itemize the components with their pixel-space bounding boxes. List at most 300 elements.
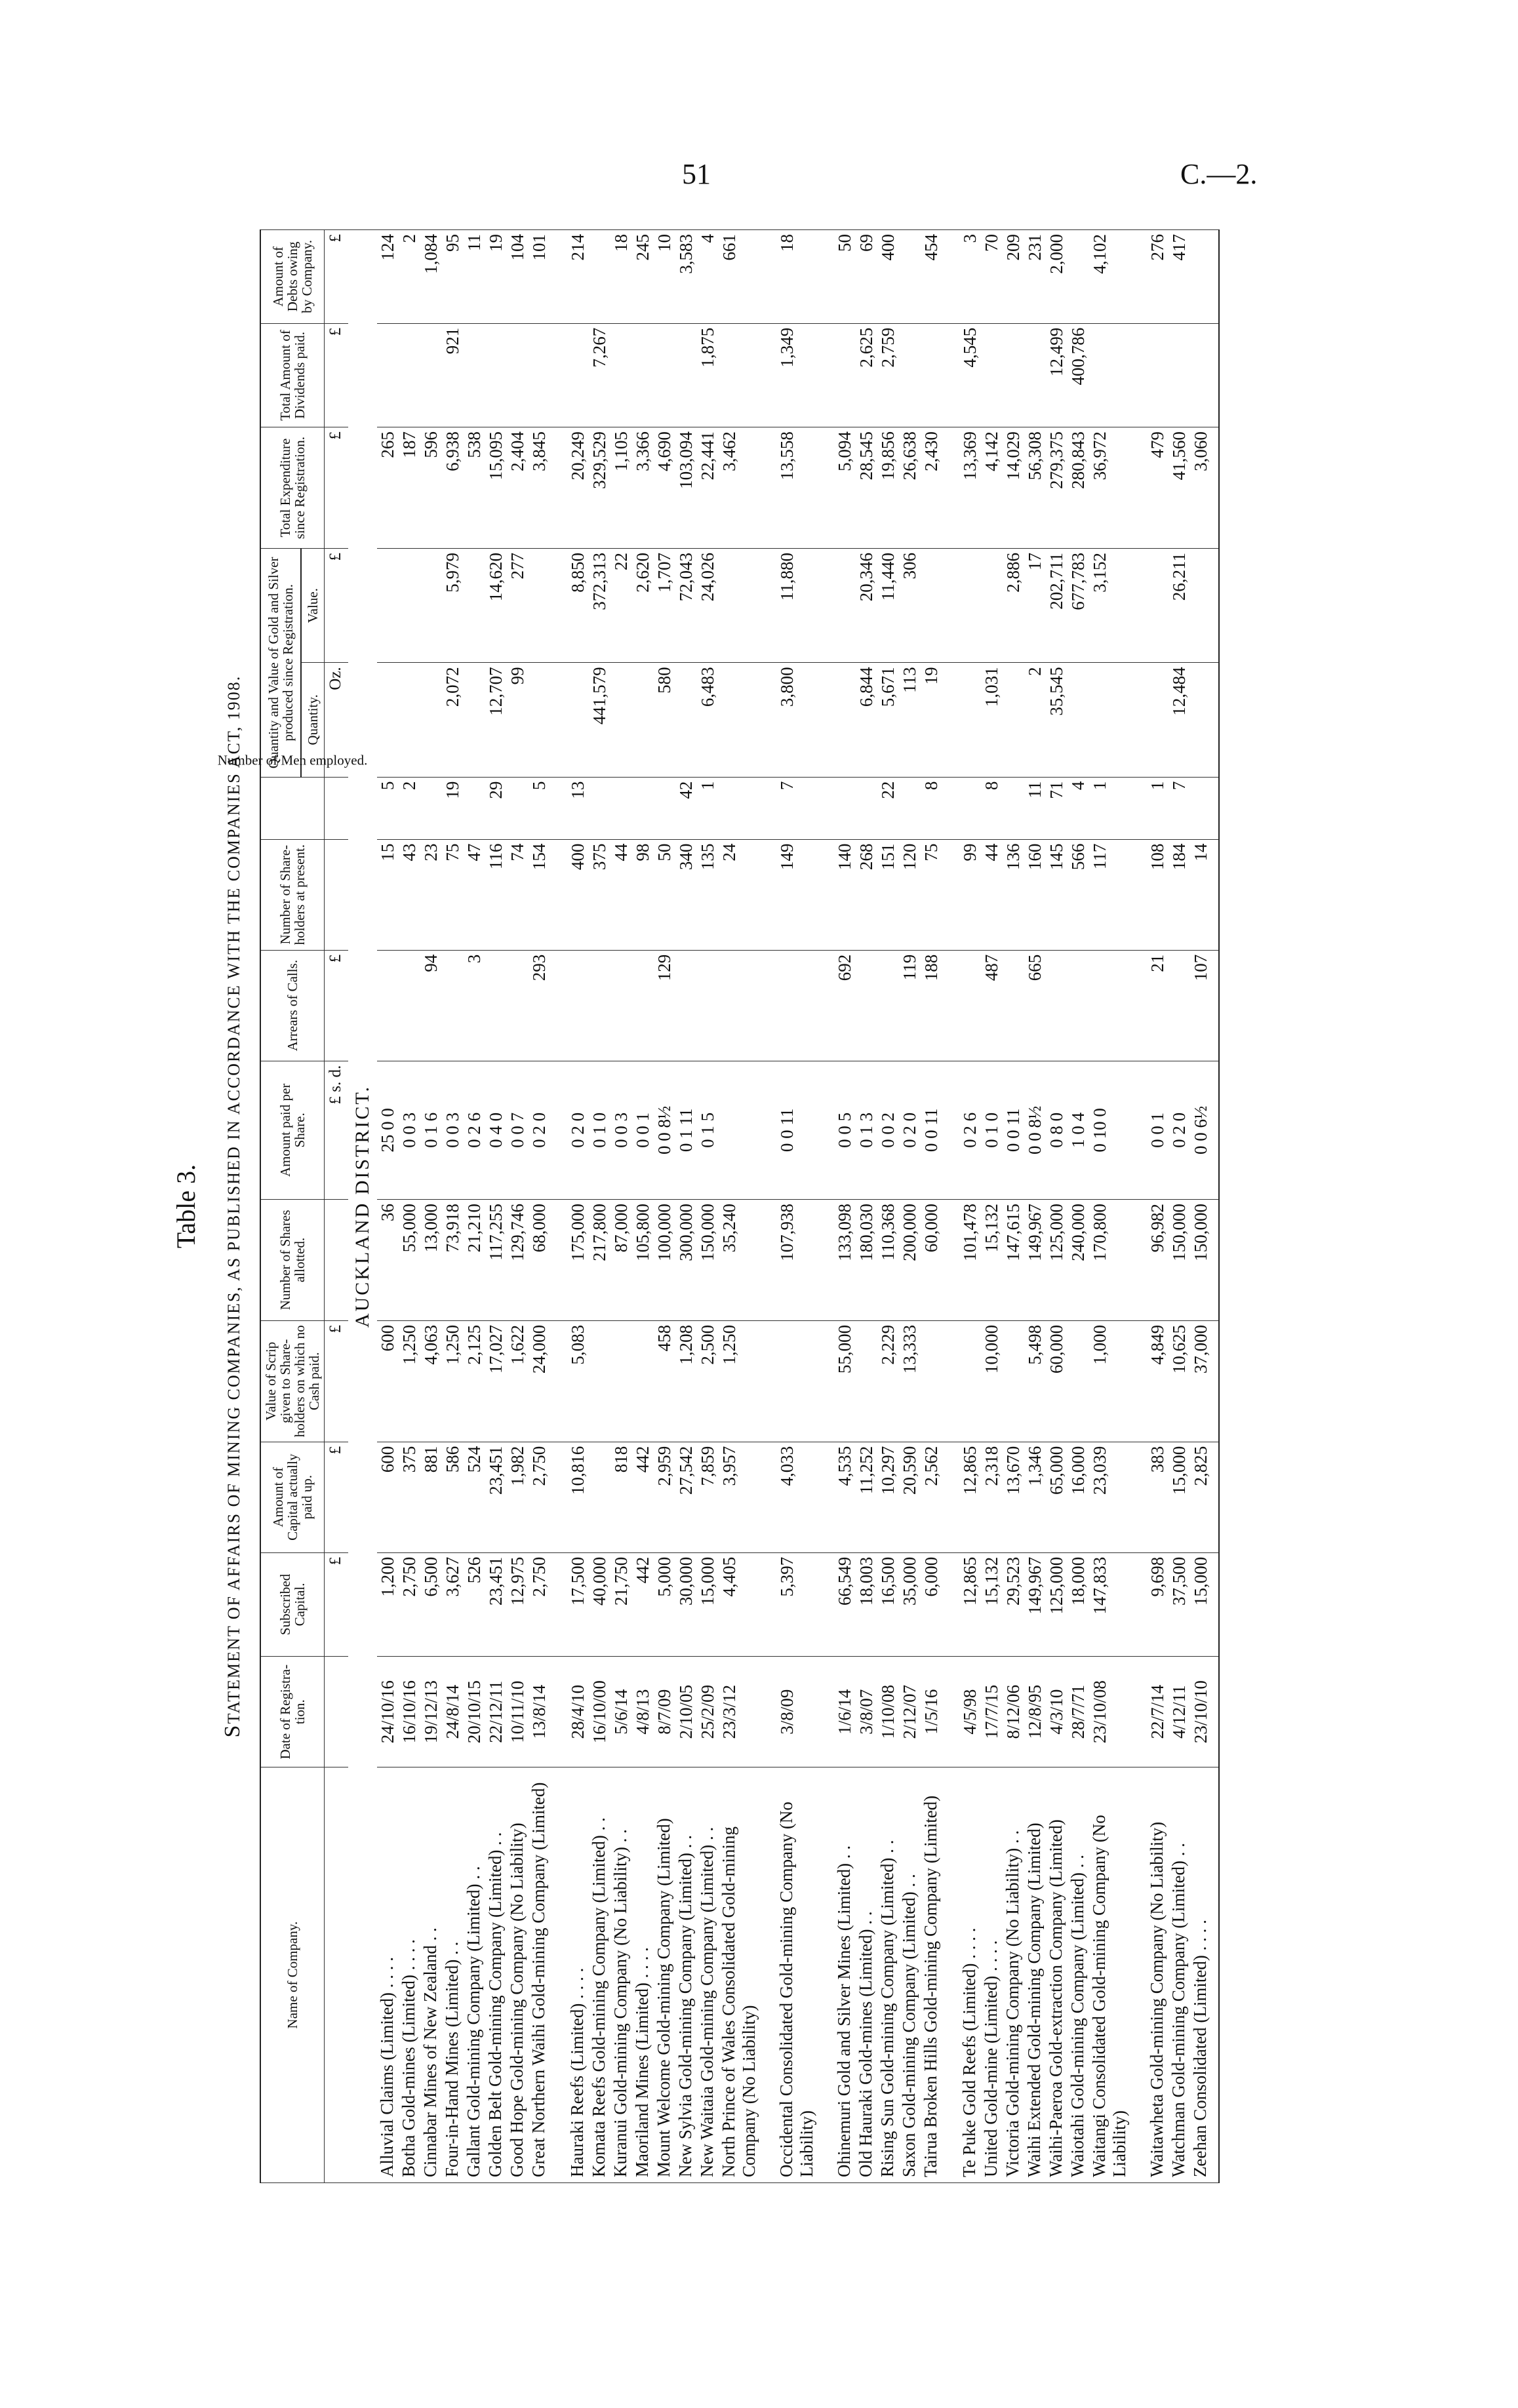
men-employed: 8 bbox=[921, 777, 942, 839]
debts-owing: 1,084 bbox=[420, 230, 442, 324]
company-name: Old Hauraki Gold-mines (Limited) . . bbox=[856, 1767, 877, 2183]
table-row bbox=[1046, 230, 1068, 2183]
shares-allotted: 300,000 bbox=[675, 1199, 697, 1320]
total-expenditure: 28,545 bbox=[856, 427, 877, 549]
table-row bbox=[1024, 230, 1046, 2183]
table-row bbox=[877, 230, 899, 2183]
amount-per-share: 0 0 8½ bbox=[1024, 1061, 1046, 1199]
column-header bbox=[217, 752, 368, 839]
amount-per-share: 0 0 11 bbox=[921, 1061, 942, 1199]
spacer-cell bbox=[942, 777, 959, 839]
scrip-value: 17,027 bbox=[485, 1320, 507, 1442]
subscribed-capital: 5,397 bbox=[776, 1552, 817, 1656]
unit-label: £ bbox=[325, 1442, 349, 1552]
scrip-value: 37,000 bbox=[1190, 1320, 1212, 1442]
scrip-value: 60,000 bbox=[1046, 1320, 1068, 1442]
company-name: New Waitaia Gold-mining Company (Limited) . . bbox=[697, 1767, 719, 2183]
amount-per-share: 0 0 7 bbox=[507, 1061, 529, 1199]
total-expenditure: 41,560 bbox=[1168, 427, 1190, 549]
amount-per-share: 0 1 11 bbox=[675, 1061, 697, 1199]
amount-per-share: 0 4 0 bbox=[485, 1061, 507, 1199]
gold-silver-quantity: 5,671 bbox=[877, 663, 899, 777]
spacer-cell bbox=[1212, 950, 1219, 1061]
table-row bbox=[442, 230, 464, 2183]
shares-allotted: 133,098 bbox=[834, 1199, 856, 1320]
registration-date: 23/10/08 bbox=[1089, 1657, 1130, 1767]
gold-silver-value bbox=[377, 549, 399, 663]
amount-per-share: 0 0 1 bbox=[632, 1061, 654, 1199]
shares-allotted: 125,000 bbox=[1046, 1199, 1068, 1320]
registration-date: 3/8/07 bbox=[856, 1657, 877, 1767]
column-header: Total Amount of Dividends paid. bbox=[260, 323, 325, 427]
arrears-of-calls: 487 bbox=[981, 950, 1003, 1061]
amount-per-share: 0 1 5 bbox=[697, 1061, 719, 1199]
scrip-value: 2,229 bbox=[877, 1320, 899, 1442]
registration-date: 10/11/10 bbox=[507, 1657, 529, 1767]
company-name: Te Puke Gold Reefs (Limited) . . . . bbox=[959, 1767, 981, 2183]
scrip-value bbox=[1003, 1320, 1024, 1442]
capital-paid-up: 818 bbox=[610, 1442, 632, 1552]
table-row bbox=[464, 230, 485, 2183]
dividends-paid bbox=[420, 323, 442, 427]
company-name: Occidental Consolidated Gold-mining Company (No Liability) bbox=[776, 1767, 817, 2183]
registration-date: 22/12/11 bbox=[485, 1657, 507, 1767]
capital-paid-up: 12,865 bbox=[959, 1442, 981, 1552]
arrears-of-calls: 3 bbox=[464, 950, 485, 1061]
registration-date: 4/8/13 bbox=[632, 1657, 654, 1767]
registration-date: 24/10/16 bbox=[377, 1657, 399, 1767]
registration-date: 24/8/14 bbox=[442, 1657, 464, 1767]
dividends-paid bbox=[1089, 323, 1130, 427]
men-employed bbox=[589, 777, 610, 839]
subscribed-capital: 12,865 bbox=[959, 1552, 981, 1656]
gold-silver-value bbox=[1190, 549, 1212, 663]
debts-owing: 417 bbox=[1168, 230, 1190, 324]
dividends-paid: 400,786 bbox=[1068, 323, 1089, 427]
spacer-cell bbox=[817, 230, 834, 324]
scrip-value bbox=[776, 1320, 817, 1442]
scrip-value: 13,333 bbox=[899, 1320, 921, 1442]
spacer-cell bbox=[759, 839, 776, 950]
scrip-value: 10,000 bbox=[981, 1320, 1003, 1442]
spacer-cell bbox=[817, 1061, 834, 1199]
spacer-cell bbox=[1130, 323, 1147, 427]
gold-silver-quantity: 6,844 bbox=[856, 663, 877, 777]
capital-paid-up: 2,750 bbox=[529, 1442, 550, 1552]
company-name: Alluvial Claims (Limited) . . . . bbox=[377, 1767, 399, 2183]
amount-per-share: 0 0 8½ bbox=[654, 1061, 675, 1199]
debts-owing: 245 bbox=[632, 230, 654, 324]
total-expenditure: 13,558 bbox=[776, 427, 817, 549]
shareholder-count: 149 bbox=[776, 839, 817, 950]
spacer-cell bbox=[942, 1552, 959, 1656]
units-row bbox=[325, 230, 349, 2183]
shareholder-count: 98 bbox=[632, 839, 654, 950]
spacer-cell bbox=[1130, 427, 1147, 549]
scrip-value bbox=[1068, 1320, 1089, 1442]
gold-silver-value: 372,313 bbox=[589, 549, 610, 663]
table-row bbox=[420, 230, 442, 2183]
subscribed-capital: 147,833 bbox=[1089, 1552, 1130, 1656]
spacer-cell bbox=[942, 1199, 959, 1320]
shares-allotted: 55,000 bbox=[399, 1199, 420, 1320]
registration-date: 1/6/14 bbox=[834, 1657, 856, 1767]
gold-silver-quantity bbox=[567, 663, 589, 777]
spacer-cell bbox=[1212, 1199, 1219, 1320]
debts-owing: 18 bbox=[610, 230, 632, 324]
subscribed-capital: 149,967 bbox=[1024, 1552, 1046, 1656]
arrears-of-calls bbox=[959, 950, 981, 1061]
debts-owing bbox=[899, 230, 921, 324]
debts-owing: 10 bbox=[654, 230, 675, 324]
scrip-value: 1,622 bbox=[507, 1320, 529, 1442]
scrip-value: 4,849 bbox=[1147, 1320, 1168, 1442]
arrears-of-calls bbox=[1068, 950, 1089, 1061]
men-employed bbox=[507, 777, 529, 839]
registration-date: 1/10/08 bbox=[877, 1657, 899, 1767]
shares-allotted: 87,000 bbox=[610, 1199, 632, 1320]
arrears-of-calls: 665 bbox=[1024, 950, 1046, 1061]
capital-paid-up: 15,000 bbox=[1168, 1442, 1190, 1552]
column-header: Arrears of Calls. bbox=[260, 950, 325, 1061]
capital-paid-up: 13,670 bbox=[1003, 1442, 1024, 1552]
debts-owing: 4,102 bbox=[1089, 230, 1130, 324]
men-employed: 8 bbox=[981, 777, 1003, 839]
capital-paid-up: 442 bbox=[632, 1442, 654, 1552]
shares-allotted: 21,210 bbox=[464, 1199, 485, 1320]
men-employed: 71 bbox=[1046, 777, 1068, 839]
debts-owing: 3,583 bbox=[675, 230, 697, 324]
amount-per-share: 0 2 0 bbox=[529, 1061, 550, 1199]
debts-owing: 2 bbox=[399, 230, 420, 324]
shares-allotted: 150,000 bbox=[1168, 1199, 1190, 1320]
dividends-paid bbox=[610, 323, 632, 427]
men-employed bbox=[464, 777, 485, 839]
spacer-cell bbox=[1130, 1061, 1147, 1199]
column-header: Total Expenditure since Registration. bbox=[260, 427, 325, 549]
total-expenditure: 3,462 bbox=[719, 427, 759, 549]
gold-silver-value bbox=[399, 549, 420, 663]
men-employed bbox=[719, 777, 759, 839]
total-expenditure: 26,638 bbox=[899, 427, 921, 549]
unit-label: £ bbox=[325, 323, 349, 427]
amount-per-share: 0 0 2 bbox=[877, 1061, 899, 1199]
spacer-cell bbox=[1212, 549, 1219, 663]
arrears-of-calls bbox=[610, 950, 632, 1061]
unit-label bbox=[325, 839, 349, 950]
total-expenditure: 56,308 bbox=[1024, 427, 1046, 549]
registration-date: 25/2/09 bbox=[697, 1657, 719, 1767]
dividends-paid bbox=[675, 323, 697, 427]
subscribed-capital: 15,132 bbox=[981, 1552, 1003, 1656]
spacer-cell bbox=[1212, 1767, 1219, 2183]
men-employed bbox=[1190, 777, 1212, 839]
gold-silver-quantity bbox=[399, 663, 420, 777]
men-employed: 5 bbox=[529, 777, 550, 839]
statement-title bbox=[220, 229, 260, 2183]
table-row bbox=[856, 230, 877, 2183]
dividends-paid bbox=[899, 323, 921, 427]
spacer-cell bbox=[759, 1767, 776, 2183]
shares-allotted: 240,000 bbox=[1068, 1199, 1089, 1320]
amount-per-share: 0 1 3 bbox=[856, 1061, 877, 1199]
gold-silver-value bbox=[719, 549, 759, 663]
capital-paid-up: 65,000 bbox=[1046, 1442, 1068, 1552]
dividends-paid: 2,625 bbox=[856, 323, 877, 427]
spacer-cell bbox=[550, 839, 567, 950]
shares-allotted: 68,000 bbox=[529, 1199, 550, 1320]
gold-silver-value: 2,620 bbox=[632, 549, 654, 663]
column-header-text: Number of Men employed. bbox=[217, 752, 368, 768]
company-name: Hauraki Reefs (Limited) . . . . bbox=[567, 1767, 589, 2183]
debts-owing: 18 bbox=[776, 230, 817, 324]
dividends-paid: 921 bbox=[442, 323, 464, 427]
gold-silver-value bbox=[834, 549, 856, 663]
gold-silver-quantity: 12,484 bbox=[1168, 663, 1190, 777]
scrip-value: 1,208 bbox=[675, 1320, 697, 1442]
spacer-cell bbox=[1130, 777, 1147, 839]
subscribed-capital: 125,000 bbox=[1046, 1552, 1068, 1656]
registration-date: 23/10/10 bbox=[1190, 1657, 1212, 1767]
gold-silver-value: 202,711 bbox=[1046, 549, 1068, 663]
shareholder-count: 44 bbox=[610, 839, 632, 950]
column-header: Value of Scrip given to Share-holders on which no Cash paid. bbox=[260, 1320, 325, 1442]
subscribed-capital: 3,627 bbox=[442, 1552, 464, 1656]
subscribed-capital: 30,000 bbox=[675, 1552, 697, 1656]
registration-date: 8/7/09 bbox=[654, 1657, 675, 1767]
arrears-of-calls: 119 bbox=[899, 950, 921, 1061]
unit-label bbox=[325, 1767, 349, 2183]
company-name: Botha Gold-mines (Limited) . . . . bbox=[399, 1767, 420, 2183]
gold-silver-quantity bbox=[675, 663, 697, 777]
spacer-cell bbox=[550, 1657, 567, 1767]
shares-allotted: 35,240 bbox=[719, 1199, 759, 1320]
gold-silver-value bbox=[921, 549, 942, 663]
registration-date: 23/3/12 bbox=[719, 1657, 759, 1767]
shareholder-count: 184 bbox=[1168, 839, 1190, 950]
dividends-paid bbox=[377, 323, 399, 427]
scrip-value: 1,250 bbox=[442, 1320, 464, 1442]
subscribed-capital: 4,405 bbox=[719, 1552, 759, 1656]
document-reference: C.—2. bbox=[1180, 158, 1258, 190]
spacer-cell bbox=[817, 1657, 834, 1767]
scrip-value bbox=[959, 1320, 981, 1442]
arrears-of-calls bbox=[1003, 950, 1024, 1061]
registration-date: 16/10/16 bbox=[399, 1657, 420, 1767]
company-name: Waiotahi Gold-mining Company (Limited) . . bbox=[1068, 1767, 1089, 2183]
table-row bbox=[610, 230, 632, 2183]
table-row bbox=[834, 230, 856, 2183]
table-row bbox=[1003, 230, 1024, 2183]
capital-paid-up: 383 bbox=[1147, 1442, 1168, 1552]
total-expenditure: 279,375 bbox=[1046, 427, 1068, 549]
capital-paid-up: 20,590 bbox=[899, 1442, 921, 1552]
scrip-value: 55,000 bbox=[834, 1320, 856, 1442]
total-expenditure: 280,843 bbox=[1068, 427, 1089, 549]
spacer-cell bbox=[817, 323, 834, 427]
total-expenditure: 22,441 bbox=[697, 427, 719, 549]
total-expenditure: 20,249 bbox=[567, 427, 589, 549]
dividends-paid bbox=[464, 323, 485, 427]
company-name: Komata Reefs Gold-mining Company (Limited) . . bbox=[589, 1767, 610, 2183]
company-name: United Gold-mine (Limited) . . . . bbox=[981, 1767, 1003, 2183]
table-row bbox=[529, 230, 550, 2183]
subscribed-capital: 526 bbox=[464, 1552, 485, 1656]
arrears-of-calls bbox=[485, 950, 507, 1061]
spacer-cell bbox=[942, 549, 959, 663]
spacer-cell bbox=[817, 663, 834, 777]
total-expenditure: 2,404 bbox=[507, 427, 529, 549]
debts-owing: 104 bbox=[507, 230, 529, 324]
spacer-cell bbox=[550, 1767, 567, 2183]
amount-per-share: 0 0 5 bbox=[834, 1061, 856, 1199]
table-row bbox=[567, 230, 589, 2183]
shares-allotted: 13,000 bbox=[420, 1199, 442, 1320]
shares-allotted: 170,800 bbox=[1089, 1199, 1130, 1320]
dividends-paid: 1,349 bbox=[776, 323, 817, 427]
dividends-paid bbox=[485, 323, 507, 427]
capital-paid-up: 375 bbox=[399, 1442, 420, 1552]
spacer-cell bbox=[817, 777, 834, 839]
shares-allotted: 107,938 bbox=[776, 1199, 817, 1320]
spacer-cell bbox=[1212, 1320, 1219, 1442]
men-employed: 1 bbox=[697, 777, 719, 839]
spacer-cell bbox=[942, 950, 959, 1061]
gold-silver-value: 24,026 bbox=[697, 549, 719, 663]
arrears-of-calls: 21 bbox=[1147, 950, 1168, 1061]
registration-date: 17/7/15 bbox=[981, 1657, 1003, 1767]
gold-silver-value bbox=[529, 549, 550, 663]
total-expenditure: 6,938 bbox=[442, 427, 464, 549]
debts-owing: 19 bbox=[485, 230, 507, 324]
spacer-cell bbox=[759, 1320, 776, 1442]
registration-date: 4/12/11 bbox=[1168, 1657, 1190, 1767]
gold-silver-quantity bbox=[834, 663, 856, 777]
shares-allotted: 36 bbox=[377, 1199, 399, 1320]
column-header: Name of Company. bbox=[260, 1767, 325, 2183]
total-expenditure: 538 bbox=[464, 427, 485, 549]
spacer-cell bbox=[759, 663, 776, 777]
company-name: Waitangi Consolidated Gold-mining Company (No Liability) bbox=[1089, 1767, 1130, 2183]
dividends-paid bbox=[1190, 323, 1212, 427]
debts-owing: 276 bbox=[1147, 230, 1168, 324]
amount-per-share: 0 2 0 bbox=[1168, 1061, 1190, 1199]
capital-paid-up: 524 bbox=[464, 1442, 485, 1552]
amount-per-share: 0 10 0 bbox=[1089, 1061, 1130, 1199]
total-expenditure: 479 bbox=[1147, 427, 1168, 549]
shares-allotted: 200,000 bbox=[899, 1199, 921, 1320]
dividends-paid bbox=[1147, 323, 1168, 427]
men-employed: 42 bbox=[675, 777, 697, 839]
gold-silver-value: 26,211 bbox=[1168, 549, 1190, 663]
shareholder-count: 145 bbox=[1046, 839, 1068, 950]
scrip-value: 1,000 bbox=[1089, 1320, 1130, 1442]
arrears-of-calls bbox=[719, 950, 759, 1061]
total-expenditure: 1,105 bbox=[610, 427, 632, 549]
gold-silver-quantity bbox=[420, 663, 442, 777]
spacer-cell bbox=[817, 950, 834, 1061]
spacer-cell bbox=[550, 1320, 567, 1442]
column-header: Subscribed Capital. bbox=[260, 1552, 325, 1656]
gold-silver-quantity bbox=[1068, 663, 1089, 777]
shares-allotted: 217,800 bbox=[589, 1199, 610, 1320]
spacer-cell bbox=[1212, 1061, 1219, 1199]
spacer-cell bbox=[942, 1767, 959, 2183]
spacer-cell bbox=[759, 1061, 776, 1199]
company-name: Waitawheta Gold-mining Company (No Liability) bbox=[1147, 1767, 1168, 2183]
subscribed-capital: 9,698 bbox=[1147, 1552, 1168, 1656]
gold-silver-quantity: 441,579 bbox=[589, 663, 610, 777]
shareholder-count: 375 bbox=[589, 839, 610, 950]
capital-paid-up: 23,039 bbox=[1089, 1442, 1130, 1552]
table-label: Table 3. bbox=[171, 1164, 201, 1249]
men-employed: 4 bbox=[1068, 777, 1089, 839]
registration-date: 28/4/10 bbox=[567, 1657, 589, 1767]
spacer-cell bbox=[550, 323, 567, 427]
capital-paid-up: 27,542 bbox=[675, 1442, 697, 1552]
amount-per-share: 0 1 6 bbox=[420, 1061, 442, 1199]
group-spacer bbox=[942, 230, 959, 2183]
arrears-of-calls bbox=[697, 950, 719, 1061]
total-expenditure: 15,095 bbox=[485, 427, 507, 549]
shareholder-count: 117 bbox=[1089, 839, 1130, 950]
company-name: Good Hope Gold-mining Company (No Liability) bbox=[507, 1767, 529, 2183]
dividends-paid: 4,545 bbox=[959, 323, 981, 427]
spacer-cell bbox=[759, 323, 776, 427]
men-employed: 1 bbox=[1147, 777, 1168, 839]
gold-silver-value: 5,979 bbox=[442, 549, 464, 663]
spacer-cell bbox=[759, 777, 776, 839]
shareholder-count: 74 bbox=[507, 839, 529, 950]
scrip-value: 24,000 bbox=[529, 1320, 550, 1442]
dividends-paid bbox=[981, 323, 1003, 427]
spacer-cell bbox=[1130, 839, 1147, 950]
subscribed-capital: 2,750 bbox=[529, 1552, 550, 1656]
unit-label bbox=[325, 777, 349, 839]
gold-silver-quantity: 3,800 bbox=[776, 663, 817, 777]
total-expenditure: 4,690 bbox=[654, 427, 675, 549]
spacer-cell bbox=[1130, 230, 1147, 324]
spacer-cell bbox=[1130, 1767, 1147, 2183]
scrip-value bbox=[610, 1320, 632, 1442]
shareholder-count: 154 bbox=[529, 839, 550, 950]
capital-paid-up: 4,033 bbox=[776, 1442, 817, 1552]
company-name: Saxon Gold-mining Company (Limited) . . bbox=[899, 1767, 921, 2183]
shares-allotted: 149,967 bbox=[1024, 1199, 1046, 1320]
rotated-table-page bbox=[170, 229, 1338, 2183]
shareholder-count: 50 bbox=[654, 839, 675, 950]
spacer-cell bbox=[942, 323, 959, 427]
arrears-of-calls bbox=[632, 950, 654, 1061]
company-name: Zeehan Consolidated (Limited) . . . . bbox=[1190, 1767, 1212, 2183]
company-name: Great Northern Waihi Gold-mining Company (Limited) bbox=[529, 1767, 550, 2183]
shareholder-count: 135 bbox=[697, 839, 719, 950]
amount-per-share: 0 2 0 bbox=[567, 1061, 589, 1199]
subscribed-capital: 17,500 bbox=[567, 1552, 589, 1656]
arrears-of-calls: 107 bbox=[1190, 950, 1212, 1061]
men-employed bbox=[654, 777, 675, 839]
debts-owing: 11 bbox=[464, 230, 485, 324]
column-header: Amount of Capital actually paid up. bbox=[260, 1442, 325, 1552]
subscribed-capital: 1,200 bbox=[377, 1552, 399, 1656]
gold-silver-value: 22 bbox=[610, 549, 632, 663]
dividends-paid bbox=[567, 323, 589, 427]
subscribed-capital: 66,549 bbox=[834, 1552, 856, 1656]
scrip-value: 5,083 bbox=[567, 1320, 589, 1442]
table-bottom-rule bbox=[1212, 230, 1219, 2183]
header-row bbox=[260, 230, 301, 2183]
shares-allotted: 15,132 bbox=[981, 1199, 1003, 1320]
